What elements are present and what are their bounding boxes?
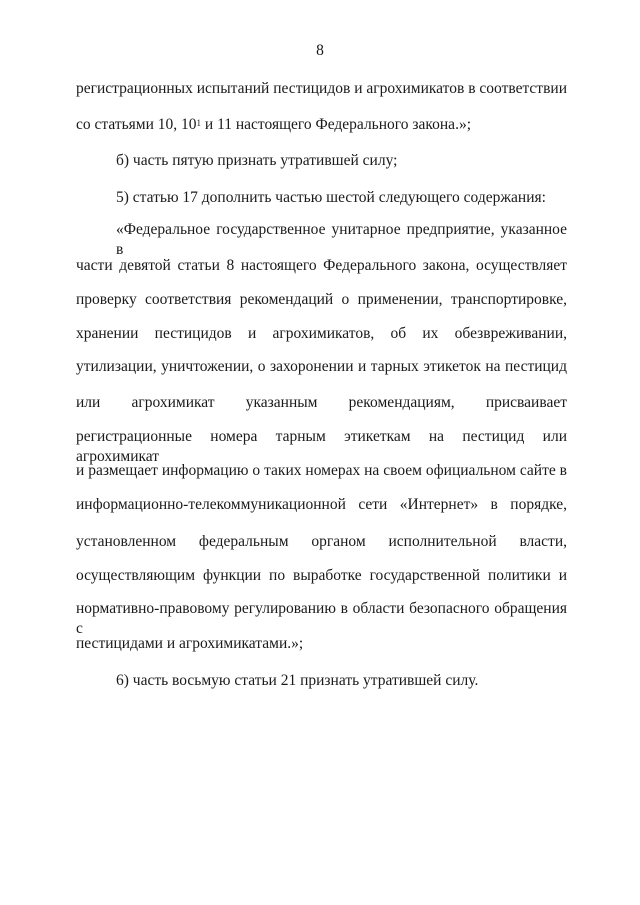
text-line-7: проверку соответствия рекомендаций о применении, транспортировке, <box>76 291 567 308</box>
page-number: 8 <box>316 42 324 59</box>
superscript-1: 1 <box>196 118 202 128</box>
text-line-17: пестицидами и агрохимикатами.»; <box>76 635 304 652</box>
text-line-6: части девятой статьи 8 настоящего Федерального закона, осуществляет <box>76 257 567 274</box>
text-line-3: б) часть пятую признать утратившей силу; <box>116 152 398 169</box>
text-line-5: «Федеральное государственное унитарное предприятие, указанное в <box>116 221 567 258</box>
text-line-10: или агрохимикат указанным рекомендациям, присваивает <box>76 394 567 411</box>
text-line-2-part-b: и 11 настоящего Федерального закона.»; <box>201 116 471 133</box>
text-line-18: 6) часть восьмую статьи 21 признать утратившей силу. <box>116 672 479 689</box>
text-line-15: осуществляющим функции по выработке государственной политики и <box>76 567 567 584</box>
text-line-11: регистрационные номера тарным этикеткам на пестицид или агрохимикат <box>76 428 567 465</box>
text-line-9: утилизации, уничтожении, о захоронении и тарных этикеток на пестицид <box>76 358 567 375</box>
text-line-4: 5) статью 17 дополнить частью шестой следующего содержания: <box>116 189 546 206</box>
text-line-8: хранении пестицидов и агрохимикатов, об их обезвреживании, <box>76 325 567 342</box>
text-line-13: информационно-телекоммуникационной сети «Интернет» в порядке, <box>76 496 567 513</box>
text-line-2-part-a: со статьями 10, 10 <box>76 116 197 133</box>
text-line-14: установленном федеральным органом исполнительной власти, <box>76 533 567 550</box>
text-line-16: нормативно-правовому регулированию в области безопасного обращения с <box>76 600 567 637</box>
text-line-2 <box>76 115 567 135</box>
text-line-1: регистрационных испытаний пестицидов и агрохимикатов в соответствии <box>76 80 567 97</box>
text-line-12: и размещает информацию о таких номерах на своем официальном сайте в <box>76 462 567 479</box>
